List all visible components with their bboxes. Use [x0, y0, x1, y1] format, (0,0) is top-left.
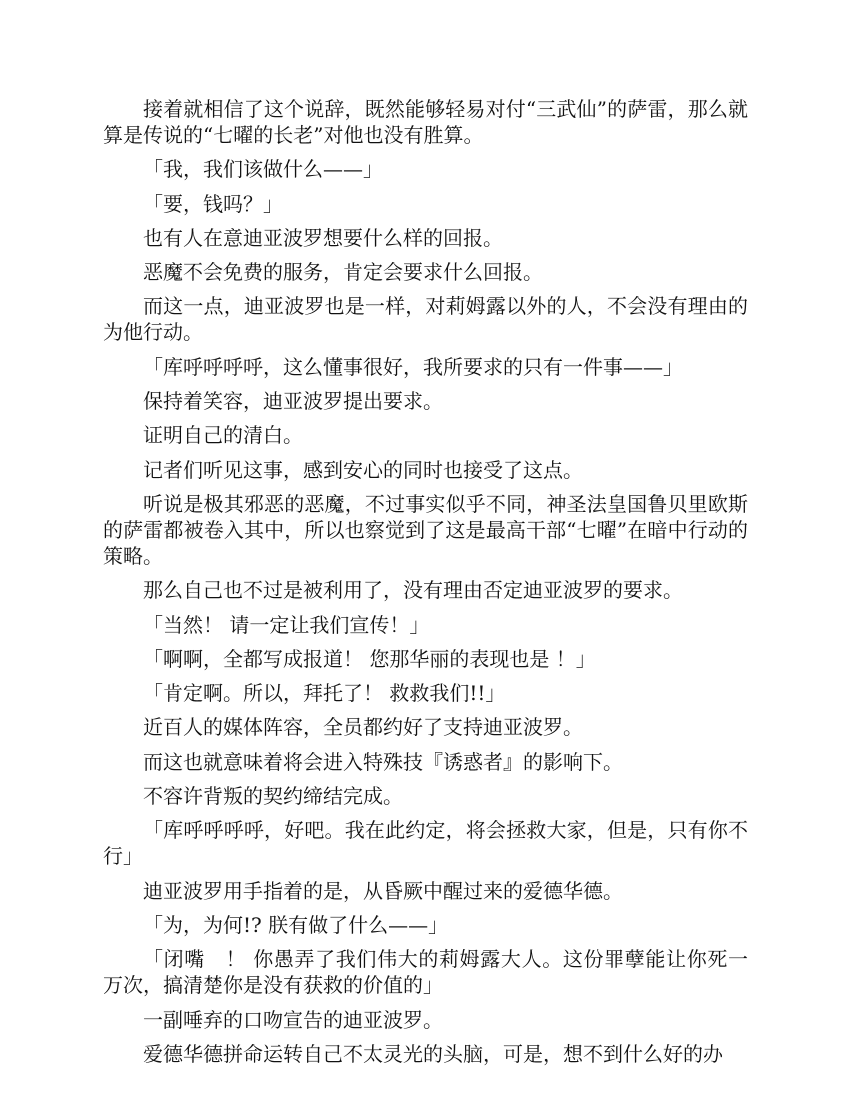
paragraph: 「闭嘴 ！ 你愚弄了我们伟大的莉姆露大人。这份罪孽能让你死一万次，搞清楚你是没有获救的价值的」 [103, 947, 748, 998]
paragraph: 「要，钱吗？」 [143, 191, 283, 216]
paragraph: 「为，为何!? 朕有做了什么——」 [143, 912, 449, 937]
paragraph: 「库呼呼呼呼，这么懂事很好，我所要求的只有一件事——」 [143, 354, 683, 379]
paragraph: 「肯定啊。所以，拜托了！ 救救我们!!」 [143, 681, 506, 706]
paragraph: 而这也就意味着将会进入特殊技『诱惑者』的影响下。 [143, 749, 623, 774]
paragraph: 「当然！ 请一定让我们宣传！」 [143, 612, 430, 637]
paragraph: 「啊啊，全都写成报道！ 您那华丽的表现也是 ！」 [143, 646, 596, 671]
paragraph: 一副唾弃的口吻宣告的迪亚波罗。 [143, 1007, 443, 1032]
paragraph: 那么自己也不过是被利用了，没有理由否定迪亚波罗的要求。 [143, 578, 683, 603]
paragraph: 近百人的媒体阵容，全员都约好了支持迪亚波罗。 [143, 715, 583, 740]
paragraph: 恶魔不会免费的服务，肯定会要求什么回报。 [143, 260, 543, 285]
paragraph: 而这一点，迪亚波罗也是一样，对莉姆露以外的人，不会没有理由的为他行动。 [103, 294, 748, 345]
paragraph: 记者们听见这事，感到安心的同时也接受了这点。 [143, 457, 583, 482]
paragraph: 证明自己的清白。 [143, 423, 303, 448]
paragraph: 接着就相信了这个说辞，既然能够轻易对付“三武仙”的萨雷，那么就算是传说的“七曜的长老”对他也没有胜算。 [103, 97, 748, 147]
paragraph: 不容许背叛的契约缔结完成。 [143, 784, 403, 809]
paragraph: 听说是极其邪恶的恶魔，不过事实似乎不同，神圣法皇国鲁贝里欧斯的萨雷都被卷入其中，所以也察觉到了这是最高干部“七曜”在暗中行动的策略。 [103, 491, 748, 568]
paragraph: 迪亚波罗用手指着的是，从昏厥中醒过来的爱德华德。 [143, 878, 623, 903]
paragraph: 也有人在意迪亚波罗想要什么样的回报。 [143, 225, 503, 250]
paragraph: 爱德华德拼命运转自己不太灵光的头脑，可是，想不到什么好的办 [143, 1041, 723, 1066]
paragraph: 「库呼呼呼呼，好吧。我在此约定，将会拯救大家，但是，只有你不行」 [103, 818, 748, 869]
paragraph: 保持着笑容，迪亚波罗提出要求。 [143, 389, 443, 414]
body-text [103, 96, 748, 1075]
paragraph: 「我，我们该做什么——」 [143, 157, 383, 182]
